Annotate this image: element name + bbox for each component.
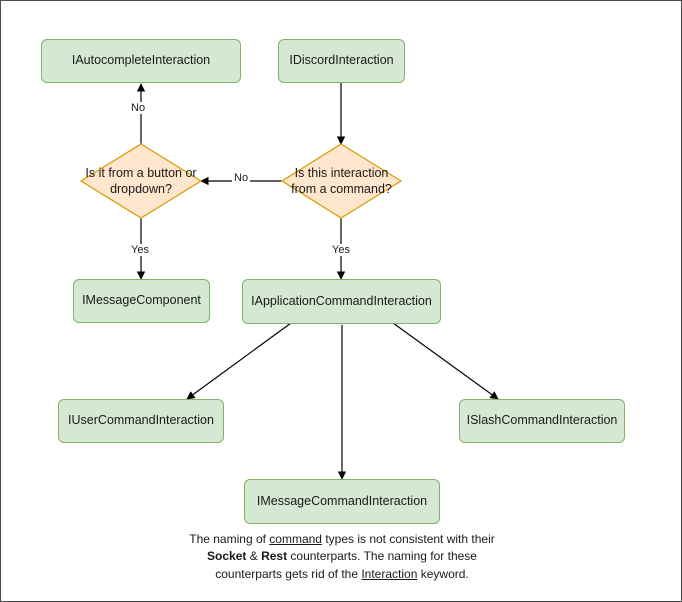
footnote-line2-d: counterparts. The naming for these <box>287 549 477 564</box>
footnote-line2-b: & <box>246 549 262 564</box>
edge-app-to-slash-command <box>393 323 498 399</box>
node-label: IMessageComponent <box>82 293 201 308</box>
node-label: IAutocompleteInteraction <box>71 53 211 68</box>
node-label: IUserCommandInteraction <box>68 413 214 428</box>
edge-label-autocomplete-no: No <box>131 102 146 114</box>
footnote-socket-keyword: Socket <box>207 549 247 564</box>
footnote <box>121 531 563 583</box>
decision-label: Is this interaction from a command? <box>291 165 392 196</box>
footnote-line3-c: keyword. <box>417 566 469 581</box>
footnote-line1-c: types is not consistent with their <box>321 532 495 546</box>
node-discord-interaction[interactable] <box>278 39 405 83</box>
edge-label-decision-no: No <box>234 172 249 184</box>
edge-app-to-user-command <box>187 323 291 399</box>
footnote-line1-a: The naming of <box>189 532 270 546</box>
node-label: IDiscordInteraction <box>289 53 394 68</box>
node-user-command-interaction[interactable] <box>58 399 224 443</box>
edge-label-component-yes: Yes <box>131 244 149 256</box>
node-autocomplete-interaction[interactable] <box>41 39 241 83</box>
node-slash-command-interaction[interactable] <box>459 399 625 443</box>
node-message-command-interaction[interactable] <box>244 479 440 524</box>
footnote-interaction-keyword: Interaction <box>361 566 418 581</box>
footnote-line3-a: counterparts gets rid of the <box>215 566 362 581</box>
footnote-rest-keyword: Rest <box>261 549 288 564</box>
footnote-command-keyword: command <box>269 532 322 546</box>
node-decision-from-command[interactable] <box>282 144 401 218</box>
node-decision-button-or-dropdown[interactable] <box>81 144 201 218</box>
decision-label: Is it from a button or dropdown? <box>85 165 197 196</box>
node-application-command-interaction[interactable] <box>242 279 441 324</box>
edge-label-command-yes: Yes <box>332 244 350 256</box>
node-label: IMessageCommandInteraction <box>256 493 428 508</box>
node-label: ISlashCommandInteraction <box>466 413 618 428</box>
node-message-component[interactable] <box>73 279 210 323</box>
node-label: IApplicationCommandInteraction <box>251 293 432 308</box>
